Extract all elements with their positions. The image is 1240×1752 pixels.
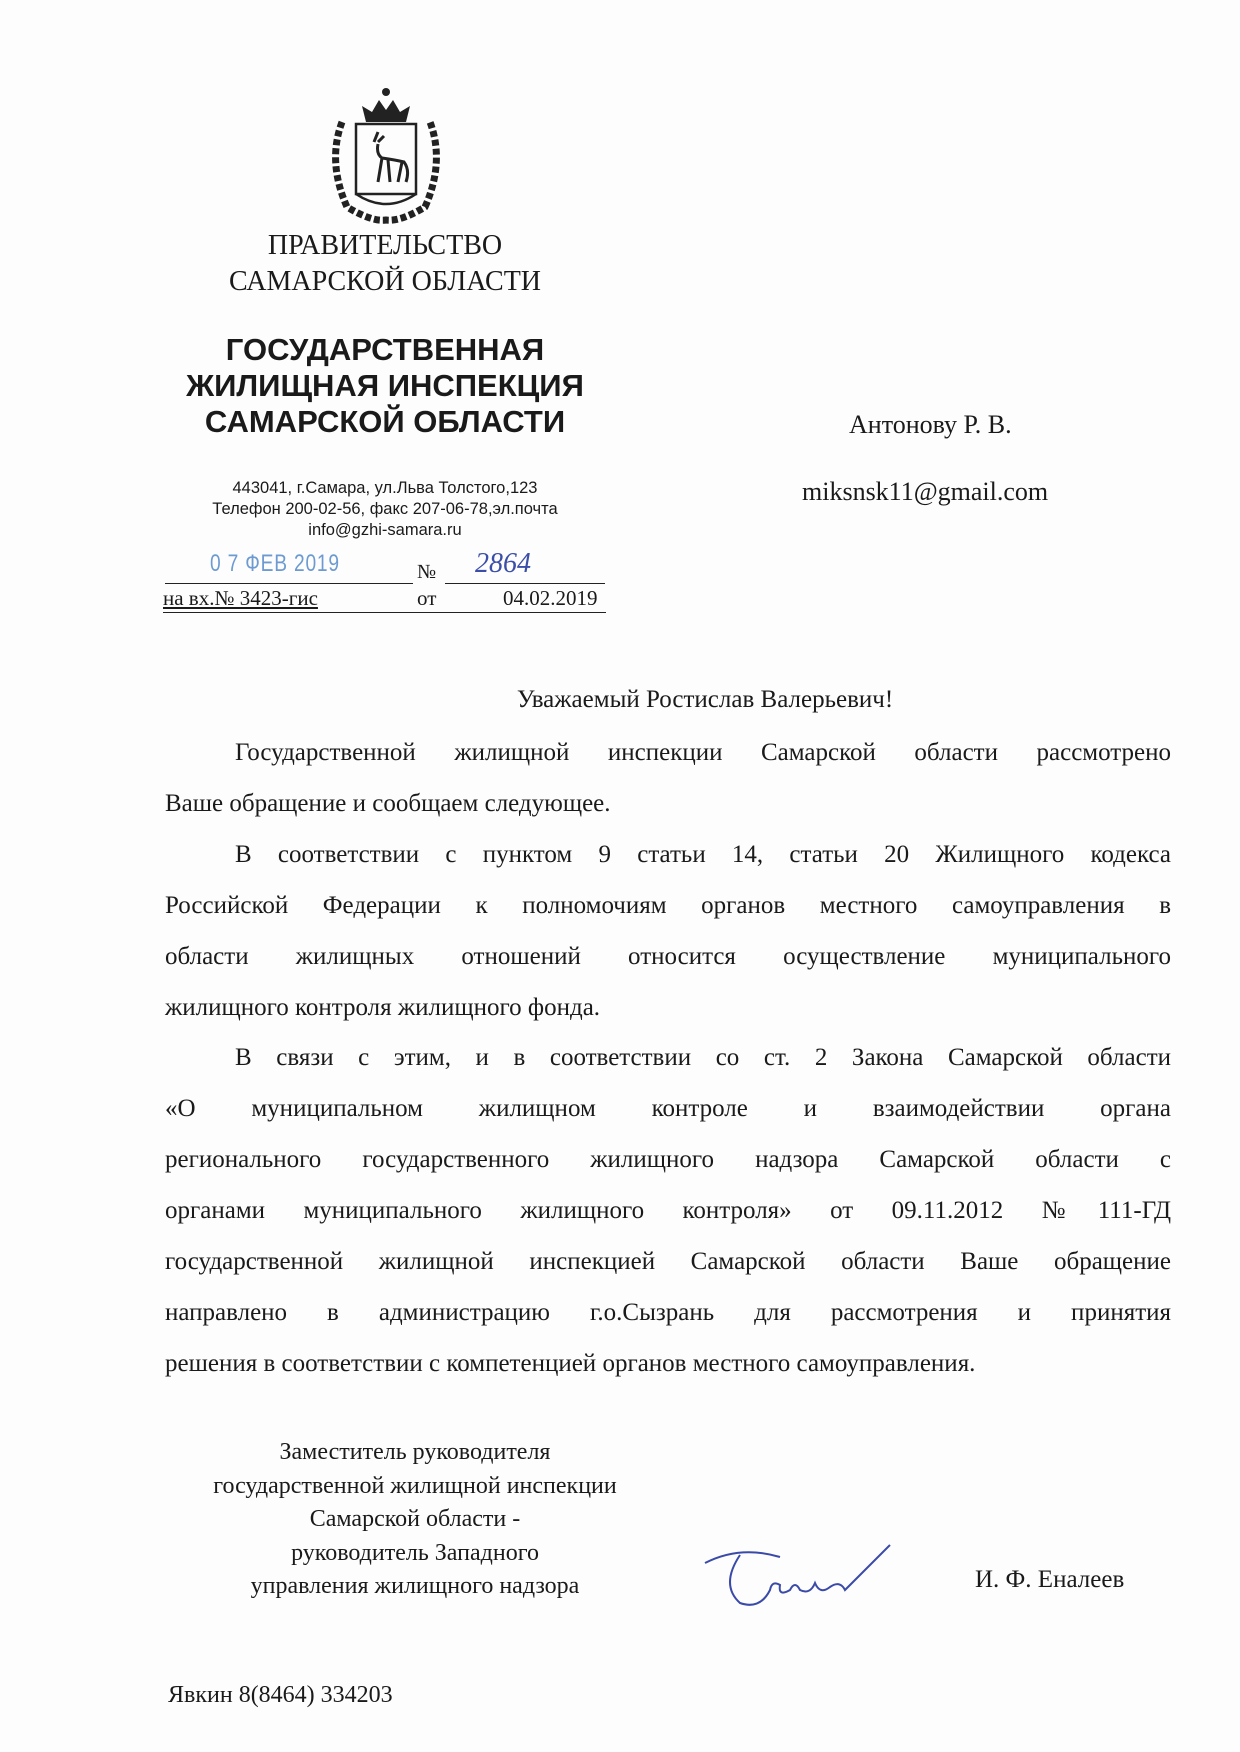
paragraph-1 [165,727,1171,829]
date-underline [165,583,413,584]
email-line: info@gzhi-samara.ru [308,521,462,539]
text-line: Российской Федерации к полномочиям органов местного самоуправления в [165,892,1171,919]
recipient-name: Антонову Р. В. [849,410,1012,439]
text-line: Государственной жилищной инспекции Самарской области рассмотрено [235,739,1171,766]
text-line: В соответствии с пунктом 9 статьи 14, статьи 20 Жилищного кодекса [235,841,1171,868]
position-line: Самарской области - [309,1506,521,1532]
inspection-title-3: САМАРСКОЙ ОБЛАСТИ [204,404,566,439]
position-line: руководитель Западного [291,1539,539,1566]
samara-coat-of-arms-logo [322,82,450,226]
text-line: государственной жилищной инспекцией Самарской области Ваше обращение [165,1248,1171,1275]
greeting: Уважаемый Ростислав Валерьевич! [516,686,894,713]
recipient-email: miksnsk11@gmail.com [802,477,1049,506]
text-line: «О муниципальном жилищном контроле и взаимодействии органа [165,1095,1171,1122]
outgoing-number: 2864 [475,548,531,579]
text-line: органами муниципального жилищного контроля» от 09.11.2012 №111-ГД [165,1197,1171,1224]
phone-line: Телефон 200-02-56, факс 207-06-78,эл.почта [212,500,558,518]
position-line: управления жилищного надзора [250,1573,580,1599]
text-line: В связи с этим, и в соответствии со ст. 2 Закона Самарской области [235,1044,1171,1071]
paragraph-3 [165,1032,1171,1389]
position-line: государственной жилищной инспекции [213,1472,617,1499]
government-title-region: САМАРСКОЙ ОБЛАСТИ [228,266,542,297]
handwritten-signature [700,1535,900,1615]
incoming-reference: на вх.№ 3423-гис [163,586,318,610]
inspection-title-2: ЖИЛИЩНАЯ ИНСПЕКЦИЯ [186,368,584,403]
position-line: Заместитель руководителя [279,1439,551,1465]
text-line: решения в соответствии с компетенцией органов местного самоуправления. [165,1350,976,1377]
text-line: области жилищных отношений относится осуществление муниципального [165,943,1171,970]
date-stamp: 0 7 ФЕВ 2019 [210,550,340,577]
text-line: жилищного контроля жилищного фонда. [165,994,601,1021]
signatory-position [150,1436,680,1604]
incoming-date: 04.02.2019 [503,586,598,610]
inspection-title-1: ГОСУДАРСТВЕННАЯ [225,332,545,367]
executor-contact: Явкин 8(8464) 334203 [168,1682,393,1708]
text-line: направлено в администрацию г.о.Сызрань для рассмотрения и принятия [165,1299,1171,1326]
text-line: регионального государственного жилищного надзора Самарской области с [165,1146,1171,1173]
reference-underline [163,612,606,613]
paragraph-2 [165,829,1171,1033]
text-line: Ваше обращение и сообщаем следующее. [165,790,611,817]
number-label: № [417,561,437,583]
from-label: от [417,586,437,610]
government-title: ПРАВИТЕЛЬСТВО [267,230,503,261]
signatory-name: И. Ф. Еналеев [975,1566,1125,1593]
number-underline [445,583,605,584]
address-line: 443041, г.Самара, ул.Льва Толстого,123 [232,479,538,497]
